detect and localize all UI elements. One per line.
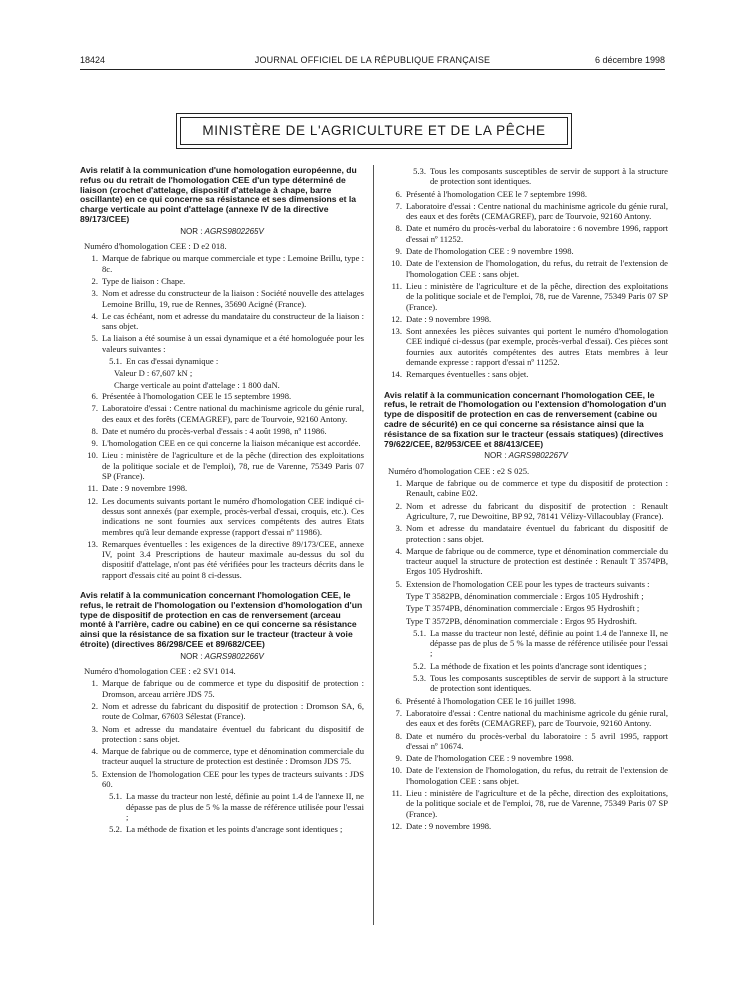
list-item xyxy=(80,288,364,309)
notice-items xyxy=(384,478,668,589)
notice-items xyxy=(80,678,364,789)
notice-title: Avis relatif à la communication concernant l'homologation CEE, le refus, le retrait de l'homologation ou l'extension d'homologation d'un type de dispositif de protection en cas de renversement (arceau monté à l'arrière, cadre ou cabine) en ce qui concerne sa résistance ainsi que la résistance de sa fixation sur le tracteur (tracteur à voie étroite) (directives 86/298/CEE et 89/682/CEE) xyxy=(80,589,363,649)
list-item xyxy=(80,483,364,493)
notice-items xyxy=(80,391,364,580)
list-item xyxy=(384,189,668,199)
list-item xyxy=(80,539,364,580)
item-number: 2. xyxy=(395,500,402,511)
list-item xyxy=(384,326,668,367)
item-number: 10. xyxy=(391,765,402,776)
notice-items xyxy=(384,696,668,832)
item-text: Sont annexées les pièces suivantes qui portent le numéro d'homologation CEE indiqué ci-dessus (par exemple, procès-verbal d'essai). Ces pièces sont fournies aux autorités compétentes des autres Etats membres à leur demande expresse : rapport d'essai nº 11252. xyxy=(406,326,668,368)
tractor-type-line: Type T 3572PB, dénomination commerciale : Ergos 95 Hydroshift. xyxy=(406,615,637,626)
item-number: 12. xyxy=(87,495,98,506)
item-number: 1. xyxy=(395,478,402,489)
item-number: 4. xyxy=(91,746,98,757)
item-number: 14. xyxy=(391,369,402,380)
item-text: La méthode de fixation et les points d'ancrage sont identiques ; xyxy=(126,824,343,835)
item-number: 4. xyxy=(395,545,402,556)
list-item xyxy=(80,426,364,436)
nor-label: NOR : xyxy=(180,651,203,661)
item-text: Date de l'homologation CEE : 9 novembre 1998. xyxy=(406,753,574,764)
item-text: La masse du tracteur non lesté, définie au point 1.4 de l'annexe II, ne dépasse pas de plus de 5 % la masse de référence utilisée pour l'essai ; xyxy=(126,791,364,822)
item-text: Lieu : ministère de l'agriculture et de la pêche, direction des exploitations, de la politique sociale et de l'emploi, 78, rue de Varenne, 75349 Paris 07 SP (France). xyxy=(406,788,668,819)
nor-reference xyxy=(80,227,364,237)
nor-code: AGRS9802265V xyxy=(204,226,264,236)
item-text: Date de l'homologation CEE : 9 novembre 1998. xyxy=(406,246,574,257)
sub-item-text: En cas d'essai dynamique : xyxy=(126,356,219,367)
list-item xyxy=(80,253,364,274)
item-text: Laboratoire d'essai : Centre national du machinisme agricole du génie rural, des eaux et des forêts (CEMAGREF), parc de Tourvoie, 92160 Antony. xyxy=(406,707,668,729)
ministry-heading: MINISTÈRE DE L'AGRICULTURE ET DE LA PÊCHE xyxy=(180,117,568,145)
item-number: 3. xyxy=(91,723,98,734)
list-item xyxy=(80,276,364,286)
item-text: Lieu : ministère de l'agriculture et de la pêche (direction des exploitations de la politique sociale et de l'emploi), 78, rue de Varenne, 75349 Paris 07 SP (France). xyxy=(102,450,364,482)
item-number: 3. xyxy=(395,523,402,534)
item-text: Extension de l'homologation CEE pour les types de tracteurs suivants : xyxy=(406,578,650,589)
item-text: Le cas échéant, nom et adresse du mandataire du constructeur de la liaison : sans objet. xyxy=(102,310,364,332)
item-text: Nom et adresse du fabricant du dispositif de protection : Renault Agriculture, 7, rue Dewoitine, BP 92, 78141 Vélizy-Villacoublay (France). xyxy=(406,500,668,521)
item-number: 7. xyxy=(395,200,402,211)
nor-code: AGRS9802266V xyxy=(204,651,264,661)
item-text: Les documents suivants portant le numéro d'homologation CEE indiqué ci-dessus sont annexés (par exemple, procès-verbal d'essai, croquis, etc.). Ces indications ne sont fournies aux services compétents des autres Etats membres qu'à leur demande expresse (rapport d'essai nº 11986). xyxy=(102,495,364,537)
item-number: 10. xyxy=(87,450,98,461)
item-number: 9. xyxy=(91,438,98,449)
issue-date: 6 décembre 1998 xyxy=(594,55,665,65)
list-item xyxy=(384,478,668,499)
list-item xyxy=(384,753,668,763)
list-item xyxy=(80,438,364,448)
value-line: Valeur D : 67,607 kN ; xyxy=(114,368,193,379)
item-number: 1. xyxy=(91,253,98,264)
list-item xyxy=(384,708,668,729)
list-item xyxy=(384,223,668,244)
item-number: 12. xyxy=(391,820,402,831)
notice-title: Avis relatif à la communication d'une homologation européenne, du refus ou du retrait de l'homologation CEE d'un type déterminé de liaison (crochet d'attelage, dispositif d'attelage à chape, barre oscillante) en ce qui concerne sa résistance et ses dimensions et la charge verticale au point d'attelage (annexe IV de la directive 89/173/CEE) xyxy=(80,165,357,224)
item-text: La méthode de fixation et les points d'ancrage sont identiques ; xyxy=(430,660,647,671)
item-text: La masse du tracteur non lesté, définie au point 1.4 de l'annexe II, ne dépasse pas de plus de 5 % la masse de référence utilisée pour l'essai ; xyxy=(430,627,668,659)
list-item xyxy=(384,696,668,706)
item-number: 6. xyxy=(91,390,98,401)
item-number: 12. xyxy=(391,313,402,324)
item-number: 5.1. xyxy=(413,627,426,638)
item-text: Nom et adresse du mandataire éventuel du fabricant du dispositif de protection : sans objet. xyxy=(406,523,668,544)
notice-sub-items xyxy=(384,628,668,694)
item-text: Date de l'extension de l'homologation, du refus, du retrait de l'extension de l'homologation CEE : sans objet. xyxy=(406,765,668,786)
sub-item-number: 5.1. xyxy=(109,356,122,367)
sub-item xyxy=(404,628,668,659)
item-text: Remarques éventuelles : sans objet. xyxy=(406,369,529,380)
column-divider xyxy=(373,165,374,925)
list-item xyxy=(80,678,364,699)
page-number: 18424 xyxy=(80,55,106,65)
item-text: Date : 9 novembre 1998. xyxy=(406,313,492,324)
nor-label: NOR : xyxy=(484,451,507,461)
item-number: 13. xyxy=(391,326,402,337)
tractor-type-line: Type T 3582PB, dénomination commerciale : Ergos 105 Hydroshift ; xyxy=(406,590,644,601)
item-number: 2. xyxy=(91,700,98,711)
list-item xyxy=(384,246,668,256)
item-number: 5. xyxy=(91,333,98,344)
notice-2 xyxy=(80,591,364,835)
notice-title: Avis relatif à la communication concernant l'homologation CEE, le refus, le retrait de l'homologation ou l'extension d'homologation d'un type de dispositif de protection en cas de renversement (cabine ou cadre de sécurité) en ce qui concerne sa résistance ainsi que la résistance de sa fixation sur le tracteur (essais statiques) (directives 79/622/CEE, 82/953/CEE et 88/413/CEE) xyxy=(384,389,667,449)
list-item xyxy=(384,501,668,522)
tractor-types xyxy=(384,591,668,626)
item-text: La liaison a été soumise à un essai dynamique et a été homologuée pour les valeurs suivantes : xyxy=(102,333,364,354)
sub-item xyxy=(100,356,364,366)
list-item xyxy=(384,369,668,379)
item-number: 5.1. xyxy=(109,791,122,802)
notice-2-continued xyxy=(384,166,668,380)
list-item xyxy=(80,311,364,332)
homologation-number: Numéro d'homologation CEE : D e2 018. xyxy=(84,241,227,252)
item-text: Date et numéro du procès-verbal du laboratoire : 6 novembre 1996, rapport d'essai nº 11252. xyxy=(406,223,668,244)
item-text: Date : 9 novembre 1998. xyxy=(406,820,492,831)
notice-sub-items xyxy=(80,791,364,834)
item-text: Marque de fabrique ou de commerce, type et dénomination commerciale du tracteur auquel la structure de protection est destinée : Dromson JDS 75. xyxy=(102,746,364,767)
item-text: Date et numéro du procès-verbal d'essais : 4 août 1998, nº 11986. xyxy=(102,425,327,436)
page-header xyxy=(80,53,665,67)
notice-sub-items xyxy=(384,166,668,187)
notice-3 xyxy=(384,391,668,832)
list-item xyxy=(384,201,668,222)
item-number: 10. xyxy=(391,258,402,269)
item-text: L'homologation CEE en ce qui concerne la liaison mécanique est accordée. xyxy=(102,438,361,449)
item-number: 3. xyxy=(91,288,98,299)
item-text: Tous les composants susceptibles de servir de support à la structure de protection sont identiques. xyxy=(430,166,668,187)
list-item xyxy=(80,333,364,354)
item-text: Date de l'extension de l'homologation, du refus, du retrait de l'extension de l'homologation CEE : sans objet. xyxy=(406,258,668,279)
item-text: Nom et adresse du fabricant du dispositif de protection : Dromson SA, 6, route de Colmar, 67603 Sélestat (France). xyxy=(102,700,364,722)
item-text: Présenté à l'homologation CEE le 16 juillet 1998. xyxy=(406,695,577,706)
item-number: 11. xyxy=(87,483,98,494)
item-text: Nom et adresse du constructeur de la liaison : Société nouvelle des attelages Lemoine Brillu, 19, rue de Rennes, 35690 Acigné (France). xyxy=(102,288,364,309)
right-column xyxy=(384,166,668,833)
item-text: Laboratoire d'essai : Centre national du machinisme agricole du génie rural, des eaux et des forêts (CEMAGREF), parc de Tourvoie, 92160 Antony. xyxy=(102,403,364,424)
item-number: 6. xyxy=(395,695,402,706)
value-line: Charge verticale au point d'attelage : 1 800 daN. xyxy=(114,379,280,390)
list-item xyxy=(80,496,364,537)
item-number: 4. xyxy=(91,310,98,321)
item-text: Tous les composants susceptibles de servir de support à la structure de protection sont identiques. xyxy=(430,673,668,694)
list-item xyxy=(384,765,668,786)
notice-items xyxy=(384,189,668,380)
item-text: Marque de fabrique ou de commerce et type du dispositif de protection : Dromson, arceau arrière JDS 75. xyxy=(102,678,364,699)
item-number: 11. xyxy=(391,788,402,799)
list-item xyxy=(384,281,668,312)
journal-title: JOURNAL OFFICIEL DE LA RÉPUBLIQUE FRANÇAISE xyxy=(254,55,491,65)
list-item xyxy=(80,724,364,745)
nor-reference xyxy=(384,451,668,461)
list-item xyxy=(384,821,668,831)
sub-item xyxy=(404,166,668,187)
header-rule xyxy=(80,69,665,70)
item-text: Type de liaison : Chape. xyxy=(102,275,186,286)
list-item xyxy=(80,769,364,790)
item-number: 8. xyxy=(395,223,402,234)
item-text: Remarques éventuelles : les exigences de la directive 89/173/CEE, annexe IV, point 3.4 Prescriptions de hauteur maximale au-dessus du sol du dispositif d'attelage, n'ont pas été vérifiées pour les tracteurs décrits dans le rapport d'essais cité au point 8 ci-dessus. xyxy=(102,538,364,580)
item-number: 1. xyxy=(91,678,98,689)
item-text: Date et numéro du procès-verbal du laboratoire : 5 avril 1995, rapport d'essai nº 10674. xyxy=(406,730,668,751)
sub-item xyxy=(404,673,668,694)
item-number: 9. xyxy=(395,246,402,257)
sub-item xyxy=(404,661,668,671)
item-number: 2. xyxy=(91,275,98,286)
item-number: 13. xyxy=(87,538,98,549)
item-text: Lieu : ministère de l'agriculture et de la pêche, direction des exploitations de la politique sociale et de l'emploi, 78, rue de Varenne, 75349 Paris 07 SP (France). xyxy=(406,280,668,312)
homologation-number: Numéro d'homologation CEE : e2 S 025. xyxy=(388,465,530,476)
sub-item xyxy=(100,791,364,822)
item-text: Date : 9 novembre 1998. xyxy=(102,483,188,494)
item-text: Marque de fabrique ou marque commerciale et type : Lemoine Brillu, type : 8c. xyxy=(102,253,364,274)
item-number: 5.3. xyxy=(413,673,426,684)
list-item xyxy=(80,746,364,767)
list-item xyxy=(80,403,364,424)
left-column xyxy=(80,166,364,837)
item-text: Présenté à l'homologation CEE le 7 septembre 1998. xyxy=(406,188,588,199)
nor-code: AGRS9802267V xyxy=(508,451,568,461)
list-item xyxy=(384,579,668,589)
homologation-number: Numéro d'homologation CEE : e2 SV1 014. xyxy=(84,666,236,677)
item-number: 7. xyxy=(91,403,98,414)
item-number: 5. xyxy=(395,578,402,589)
item-number: 9. xyxy=(395,753,402,764)
nor-reference xyxy=(80,652,364,662)
item-number: 8. xyxy=(395,730,402,741)
list-item xyxy=(384,546,668,577)
notice-1 xyxy=(80,166,364,580)
item-number: 5. xyxy=(91,768,98,779)
list-item xyxy=(80,391,364,401)
list-item xyxy=(384,788,668,819)
list-item xyxy=(384,258,668,279)
sub-item xyxy=(100,824,364,834)
item-number: 5.3. xyxy=(413,166,426,176)
item-number: 8. xyxy=(91,425,98,436)
item-number: 6. xyxy=(395,188,402,199)
item-text: Marque de fabrique ou de commerce, type et dénomination commerciale du tracteur auquel la structure de protection est destinée : Renault T 3574PB, Ergos 105 Hydroshift. xyxy=(406,545,668,577)
item-number: 5.2. xyxy=(109,824,122,835)
item-number: 5.2. xyxy=(413,660,426,671)
list-item xyxy=(80,450,364,481)
item-number: 7. xyxy=(395,707,402,718)
nor-label: NOR : xyxy=(180,226,203,236)
item-text: Extension de l'homologation CEE pour les types de tracteurs suivants : JDS 60. xyxy=(102,768,364,790)
item-text: Présentée à l'homologation CEE le 15 septembre 1998. xyxy=(102,390,292,401)
item-text: Laboratoire d'essai : Centre national du machinisme agricole du génie rural, des eaux et des forêts (CEMAGREF), parc de Tourvoie, 92160 Antony. xyxy=(406,200,668,222)
item-text: Nom et adresse du mandataire éventuel du fabricant du dispositif de protection : sans objet. xyxy=(102,723,364,744)
notice-items xyxy=(80,253,364,354)
test-values xyxy=(80,368,364,390)
list-item xyxy=(384,523,668,544)
item-number: 11. xyxy=(391,280,402,291)
tractor-type-line: Type T 3574PB, dénomination commerciale : Ergos 95 Hydroshift ; xyxy=(406,603,640,614)
item-text: Marque de fabrique ou de commerce et type du dispositif de protection : Renault, cabine E02. xyxy=(406,478,668,499)
list-item xyxy=(80,701,364,722)
list-item xyxy=(384,731,668,752)
list-item xyxy=(384,314,668,324)
